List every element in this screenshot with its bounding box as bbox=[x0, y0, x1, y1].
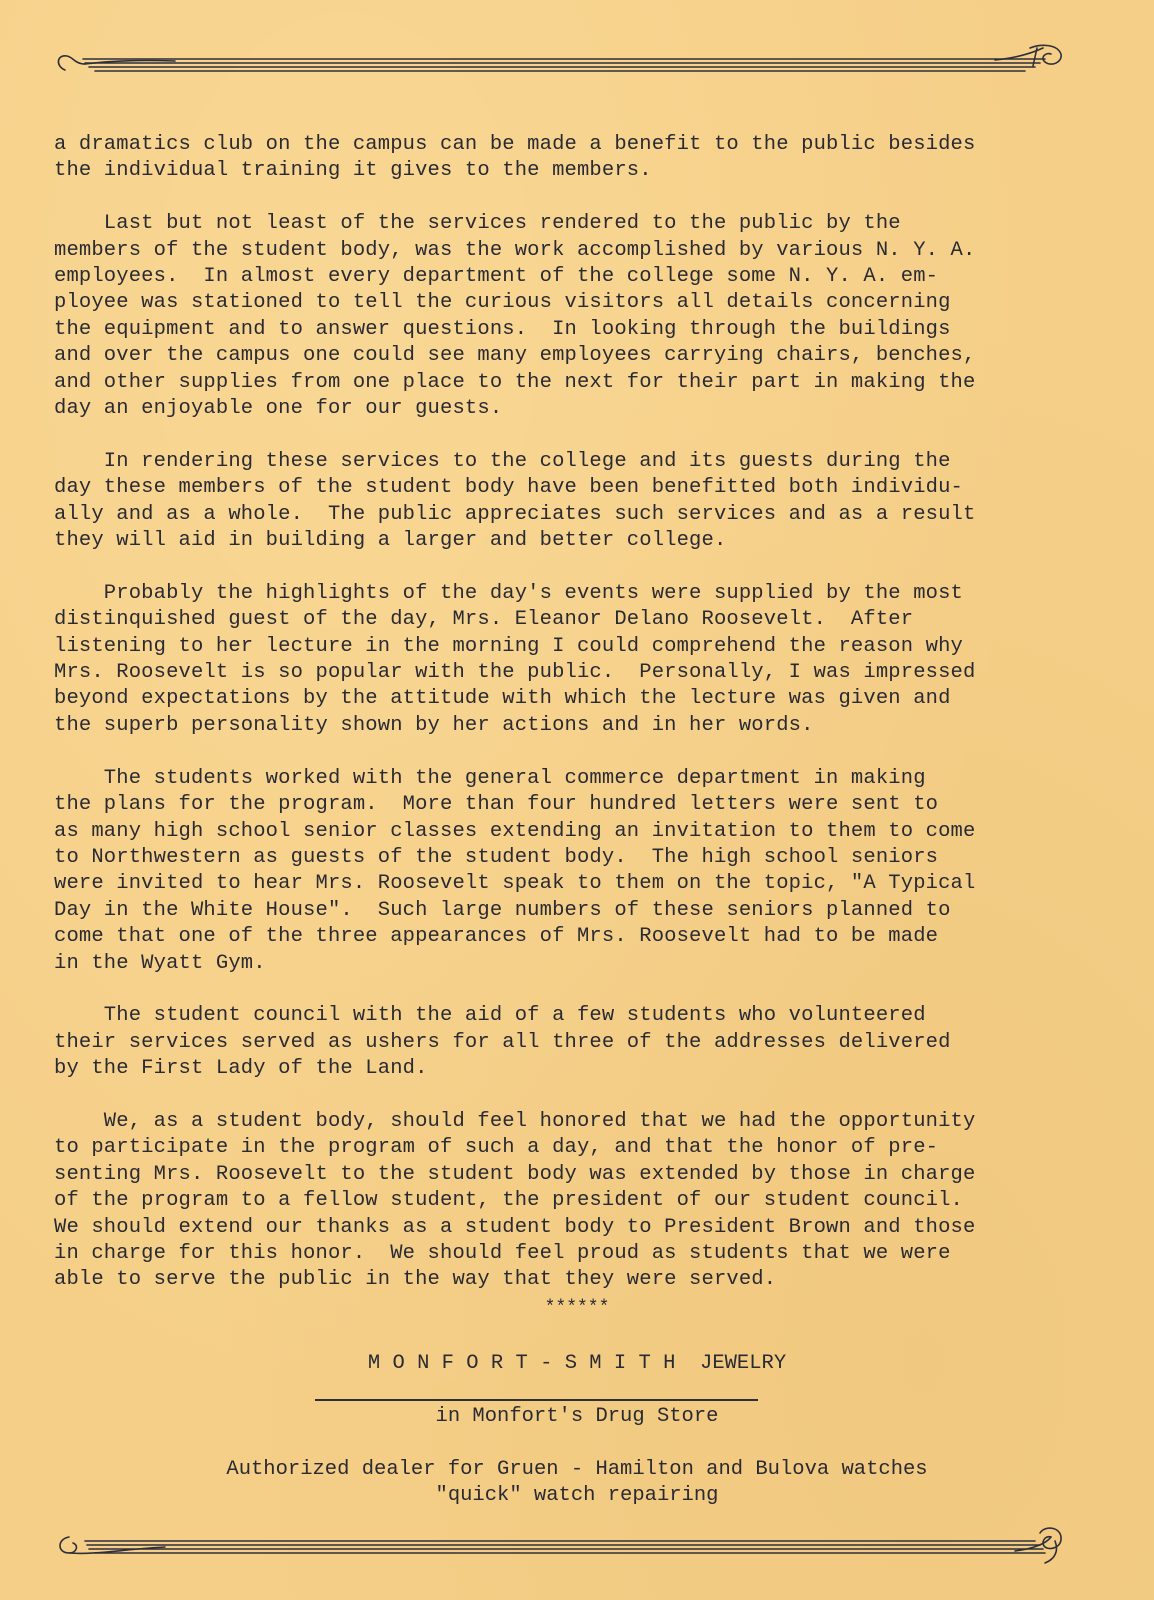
advertisement-rule bbox=[315, 1399, 758, 1401]
section-separator: ****** bbox=[544, 1298, 610, 1318]
advertisement-location: in Monfort's Drug Store bbox=[435, 1405, 719, 1428]
body-paragraph: The students worked with the general commerce department in making the plans for the program. More than four hundred letters were sent to as many high school senior classes extending an invitation to them to come to Northwestern as guests of the student body. The high school seniors were invited to hear Mrs. Roosevelt speak to them on the topic, "A Typical Day in the White House". Such large numbers of these seniors planned to come that one of the three appearances of Mrs. Roosevelt had to be made in the Wyatt Gym. bbox=[54, 766, 976, 975]
advertisement-dealer: Authorized dealer for Gruen - Hamilton and Bulova watches bbox=[226, 1458, 928, 1481]
body-paragraph: In rendering these services to the college and its guests during the day these members of the student body have been benefitted both individu- ally and as a whole. The public appreciates such services and as a result they will aid in building a larger and better college. bbox=[54, 449, 976, 553]
bottom-ornamental-border bbox=[55, 1523, 1080, 1568]
top-ornamental-border bbox=[55, 36, 1080, 76]
body-paragraph: a dramatics club on the campus can be made a benefit to the public besides the individual training it gives to the members. bbox=[54, 133, 976, 183]
article-body bbox=[54, 132, 1054, 1294]
advertisement-name: M O N F O R T - S M I T H JEWELRY bbox=[367, 1352, 787, 1375]
body-paragraph: We, as a student body, should feel honored that we had the opportunity to participate in the program of such a day, and that the honor of pre- senting Mrs. Roosevelt to the student body was extended by those in charge of the program to a fellow student, the president of our student council. We should extend our thanks as a student body to President Brown and those in charge for this honor. We should feel proud as students that we were able to serve the public in the way that they were served. bbox=[54, 1109, 976, 1292]
advertisement-repair: "quick" watch repairing bbox=[435, 1484, 719, 1507]
body-paragraph: Last but not least of the services rendered to the public by the members of the student body, was the work accomplished by various N. Y. A. employees. In almost every department of the college some N. Y. A. em- ployee was stationed to tell the curious visitors all details concerning the equipment and to answer questions. In looking through the buildings and over the campus one could see many employees carrying chairs, benches, and other supplies from one place to the next for their part in making the day an enjoyable one for our guests. bbox=[54, 212, 976, 421]
body-paragraph: Probably the highlights of the day's events were supplied by the most distinquished guest of the day, Mrs. Eleanor Delano Roosevelt. After listening to her lecture in the morning I could comprehend the reason why Mrs. Roosevelt is so popular with the public. Personally, I was impressed beyond expectations by the attitude with which the lecture was given and the superb personality shown by her actions and in her words. bbox=[54, 581, 976, 737]
body-paragraph: The student council with the aid of a few students who volunteered their services served as ushers for all three of the addresses delivered by the First Lady of the Land. bbox=[54, 1004, 951, 1081]
